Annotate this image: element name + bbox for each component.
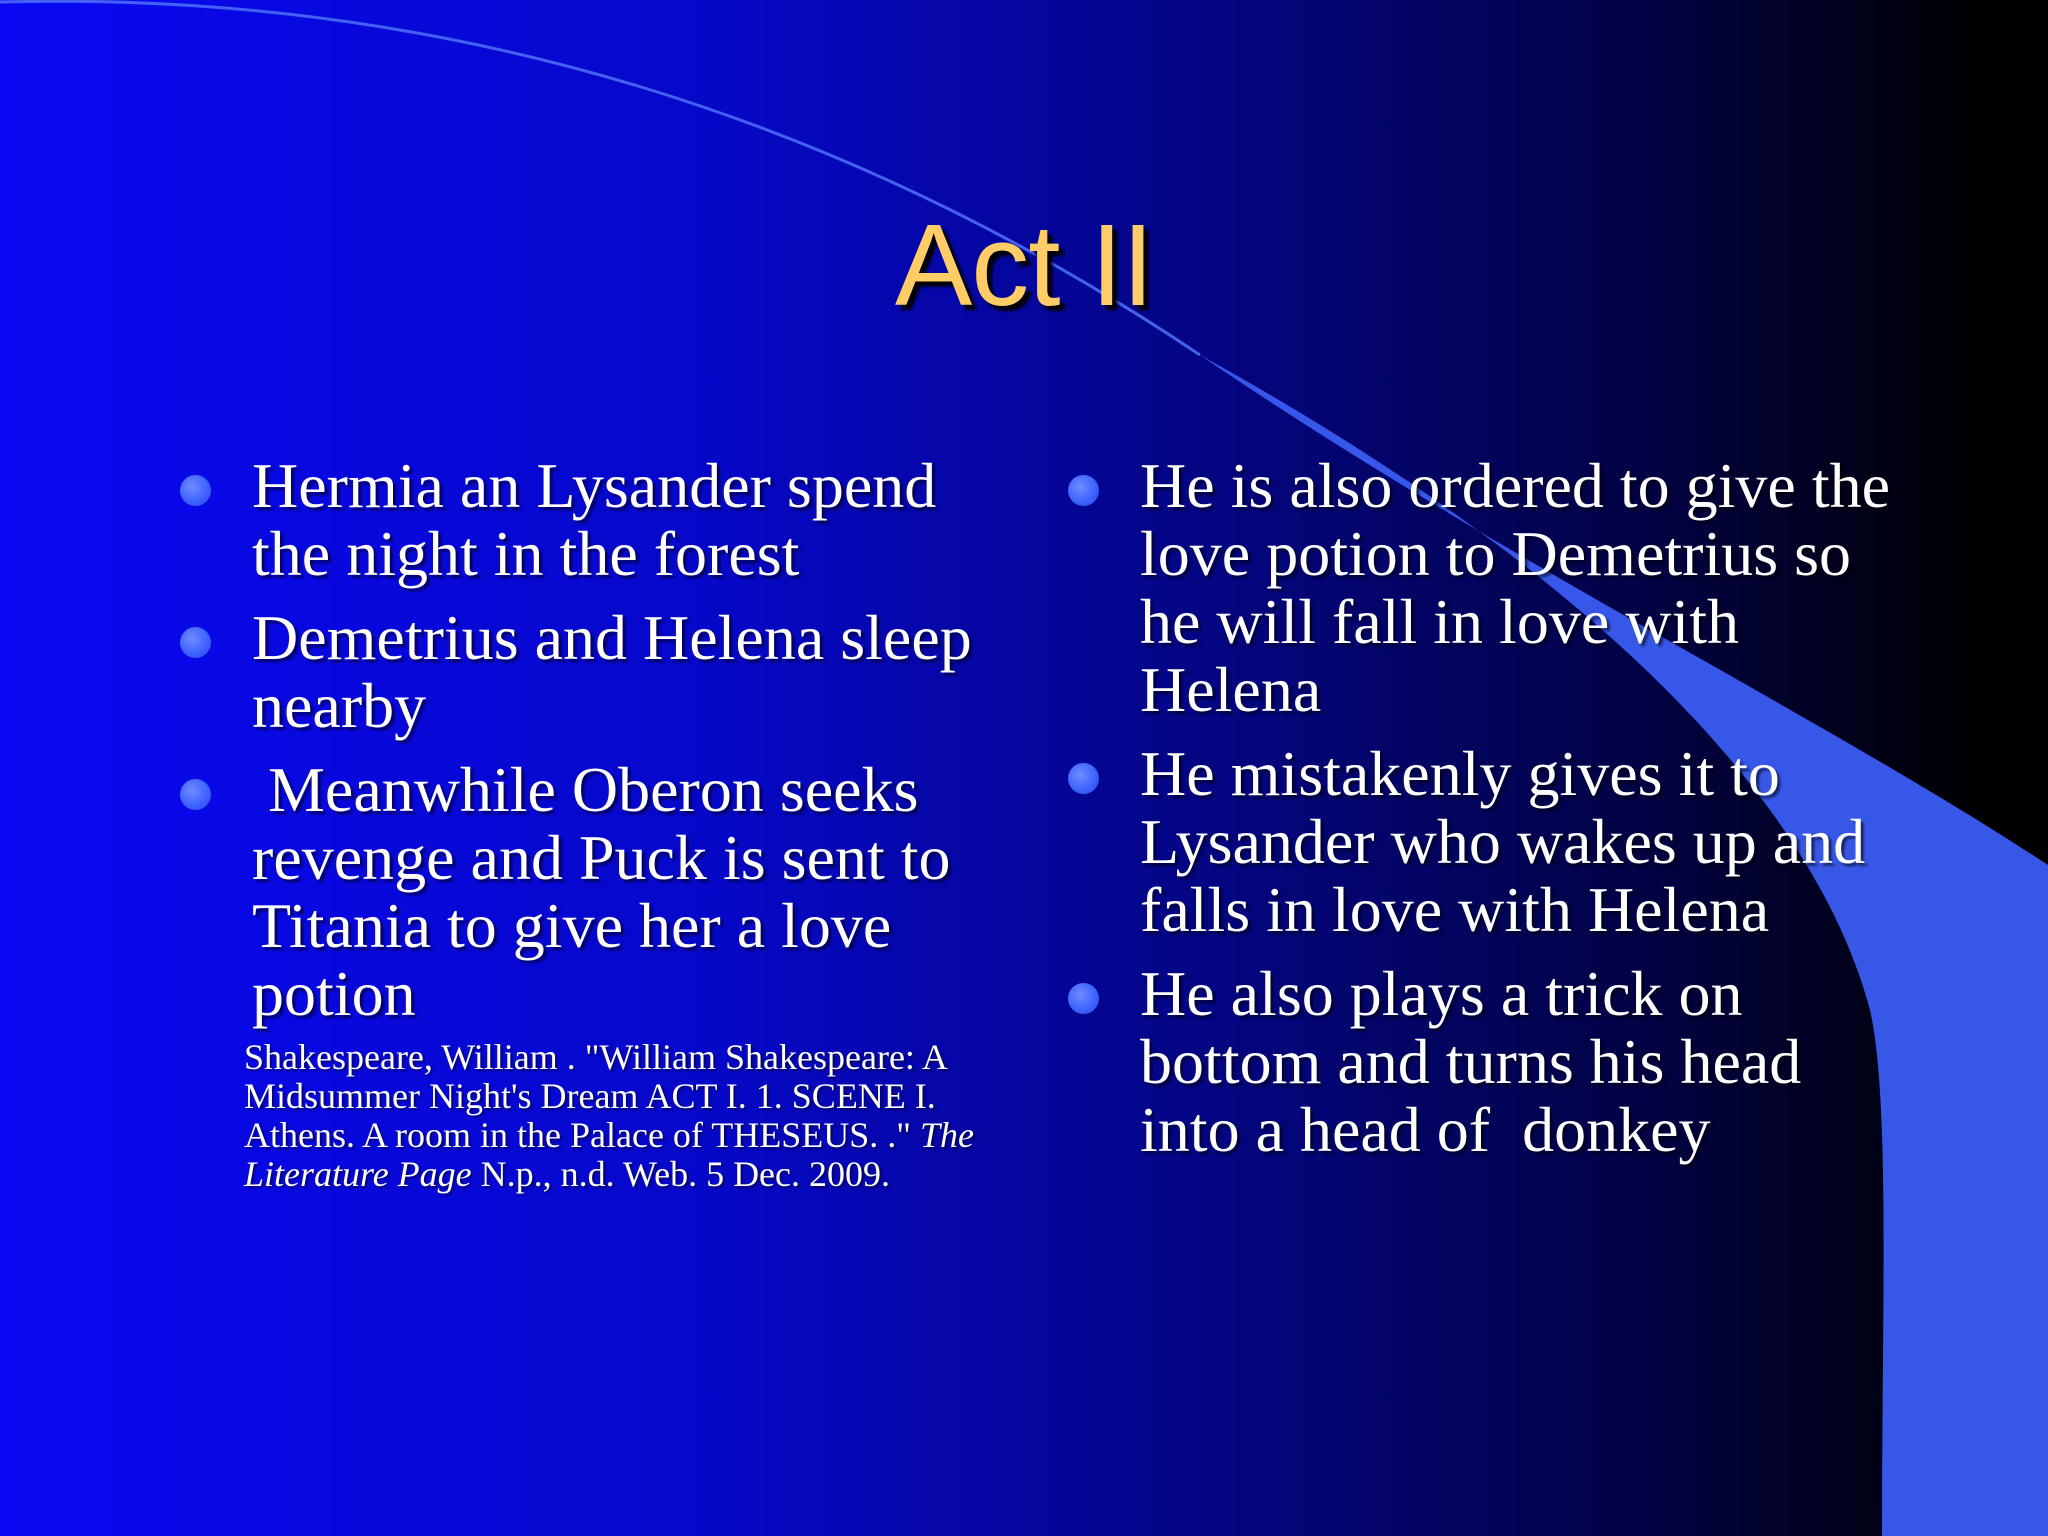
bullet-icon [1068,475,1099,506]
bullet-item [1064,740,1894,944]
bullet-item [176,604,1026,740]
citation [244,1038,1026,1194]
bullet-icon [1068,983,1099,1014]
bullet-icon [180,475,211,506]
citation-suffix: N.p., n.d. Web. 5 Dec. 2009. [471,1154,891,1194]
bullet-text: He also plays a trick on bottom and turns his head into a head of donkey [1140,958,1818,1165]
bullet-text: He mistakenly gives it to Lysander who wakes up and falls in love with Helena [1140,738,1882,945]
bullet-icon [1068,763,1099,794]
bullet-text: Meanwhile Oberon seeks revenge and Puck is sent to Titania to give her a love potion [252,754,966,1029]
bullet-item [1064,960,1894,1164]
left-bullet-list [176,452,1026,1028]
bullet-text: Hermia an Lysander spend the night in the forest [252,450,953,589]
bullet-icon [180,627,211,658]
bullet-text: Demetrius and Helena sleep nearby [252,602,988,741]
right-column [1064,450,1906,1180]
citation-prefix: Shakespeare, William . "William Shakespeare: A Midsummer Night's Dream ACT I. 1. SCENE I. Athens. A room in the Palace of THESEUS. ." [244,1037,946,1155]
left-column [176,452,1026,1194]
bullet-text: He is also ordered to give the love potion to Demetrius so he will fall in love with Helena [1140,450,1906,725]
bullet-icon [180,779,211,810]
right-bullet-list [1064,450,1906,1165]
slide-title: Act II [894,200,1154,330]
bullet-item [1064,450,1906,725]
bullet-item [176,756,1026,1028]
citation-source-title: The Literature Page [244,1115,974,1194]
bullet-item [176,452,1026,588]
